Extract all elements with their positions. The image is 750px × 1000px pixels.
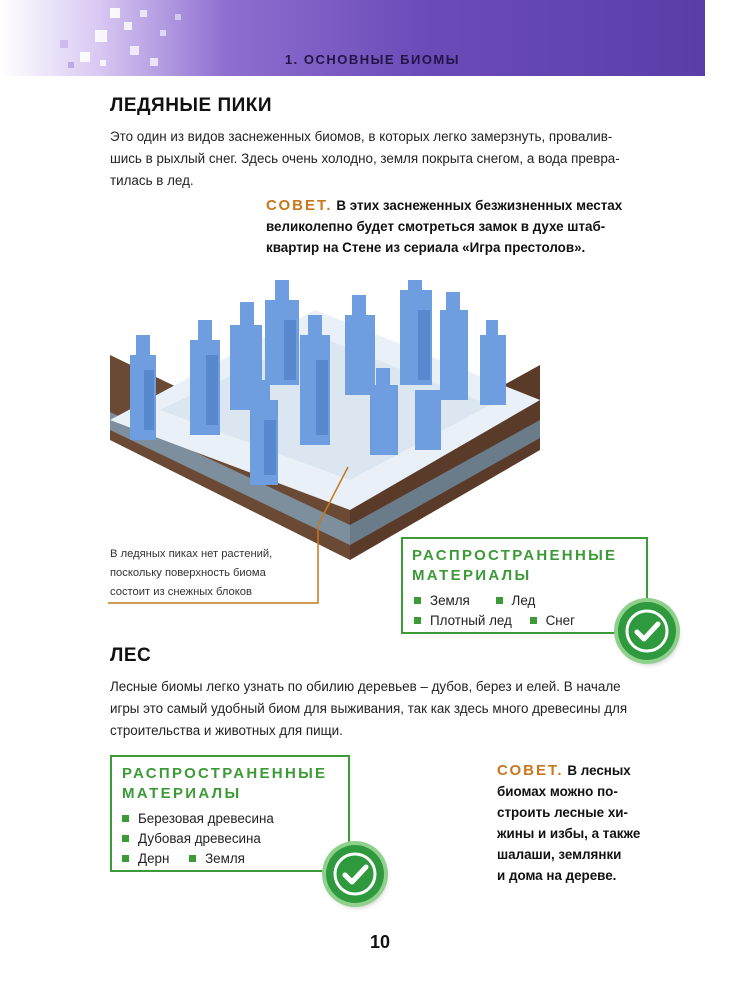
caption-line: поскольку поверхность биома	[110, 567, 266, 579]
ice-peaks-tip	[266, 195, 686, 258]
bullet-icon	[122, 815, 129, 822]
bullet-icon	[414, 597, 421, 604]
material-item: Дерн	[138, 851, 170, 866]
paragraph-line: игры это самый удобный биом для выживания, так как здесь много древесины для	[110, 701, 628, 716]
tip-line: В этих заснеженных безжизненных местах	[336, 198, 623, 213]
material-item: Дубовая древесина	[138, 831, 261, 846]
caption-line: состоит из снежных блоков	[110, 586, 252, 598]
materials-title	[412, 546, 617, 586]
materials-row	[122, 849, 245, 869]
paragraph-line: строительства и животных для пищи.	[110, 723, 343, 738]
material-item: Плотный лед	[430, 613, 512, 628]
tip-line: строить лесные хи-	[497, 805, 628, 820]
forest-heading: ЛЕС	[110, 645, 152, 666]
caption-line: В ледяных пиках нет растений,	[110, 548, 273, 560]
bullet-icon	[414, 617, 421, 624]
materials-title	[122, 764, 327, 804]
tip-line: В лесных	[567, 763, 631, 778]
paragraph-line: Это один из видов заснеженных биомов, в которых легко замерзнуть, провалив-	[110, 129, 613, 144]
bullet-icon	[189, 855, 196, 862]
paragraph-line: Лесные биомы легко узнать по обилию деревьев – дубов, берез и елей. В начале	[110, 679, 621, 694]
bullet-icon	[122, 835, 129, 842]
material-item: Земля	[430, 593, 470, 608]
materials-row	[414, 611, 575, 631]
tip-line: великолепно будет смотреться замок в духе штаб-	[266, 219, 606, 234]
checkmark-icon	[618, 602, 676, 660]
forest-tip	[497, 760, 697, 886]
forest-paragraph	[110, 676, 690, 742]
page-number: 10	[370, 932, 391, 952]
checkmark-icon	[326, 845, 384, 903]
tip-label: СОВЕТ.	[266, 197, 333, 214]
materials-row	[414, 591, 535, 611]
material-item: Земля	[205, 851, 245, 866]
caption-leader-line	[108, 465, 358, 605]
materials-title-line: МАТЕРИАЛЫ	[412, 567, 532, 584]
materials-title-line: РАСПРОСТРАНЕННЫЕ	[412, 547, 618, 564]
materials-row	[122, 809, 274, 829]
materials-title-line: РАСПРОСТРАНЕННЫЕ	[122, 765, 328, 782]
material-item: Березовая древесина	[138, 811, 274, 826]
tip-line: и дома на дереве.	[497, 868, 617, 883]
bullet-icon	[122, 855, 129, 862]
materials-row	[122, 829, 261, 849]
tip-line: биомах можно по-	[497, 784, 618, 799]
materials-title-line: МАТЕРИАЛЫ	[122, 785, 242, 802]
forest-materials-box	[110, 755, 350, 872]
tip-line: шалаши, землянки	[497, 847, 622, 862]
material-item: Лед	[511, 593, 536, 608]
paragraph-line: шись в рыхлый снег. Здесь очень холодно, земля покрыта снегом, а вода превра-	[110, 151, 620, 166]
ice-peaks-paragraph	[110, 126, 670, 192]
section-title: 1. ОСНОВНЫЕ БИОМЫ	[284, 52, 460, 67]
bullet-icon	[496, 597, 503, 604]
tip-line: квартир на Стене из сериала «Игра престолов».	[266, 240, 586, 255]
ice-peaks-materials-box	[401, 537, 648, 634]
tip-label: СОВЕТ.	[497, 762, 564, 779]
material-item: Снег	[545, 613, 576, 628]
ice-peaks-heading: ЛЕДЯНЫЕ ПИКИ	[110, 95, 273, 116]
paragraph-line: тилась в лед.	[110, 173, 194, 188]
tip-line: жины и избы, а также	[497, 826, 641, 841]
bullet-icon	[530, 617, 537, 624]
